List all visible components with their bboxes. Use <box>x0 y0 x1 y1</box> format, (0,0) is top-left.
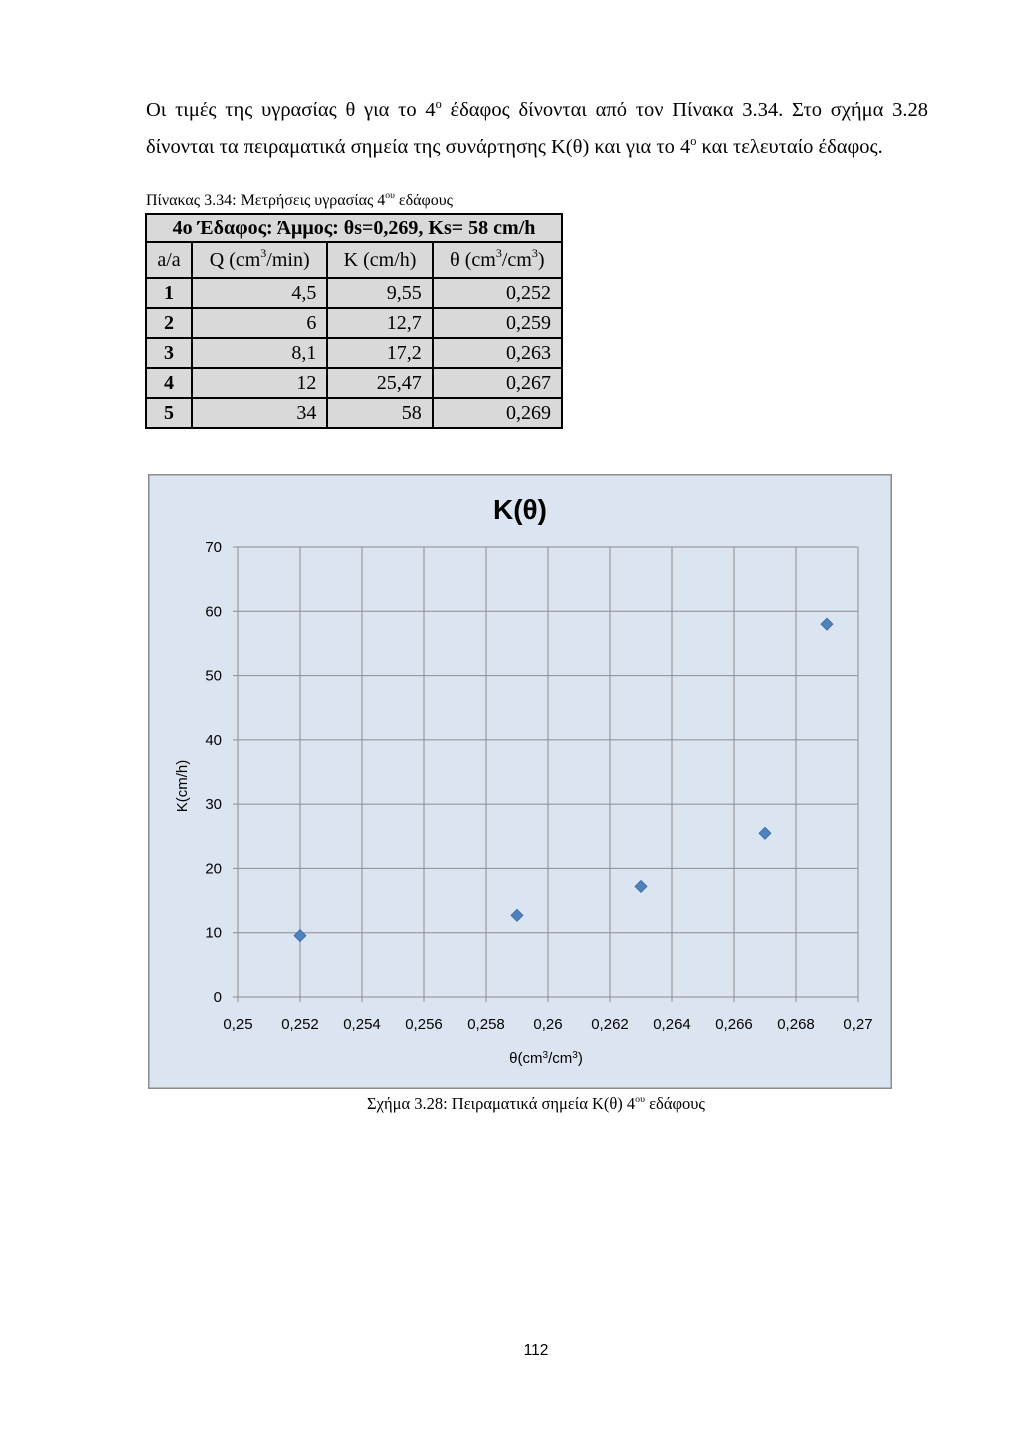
y-tick-label: 0 <box>213 989 222 1006</box>
y-tick-label: 50 <box>205 667 222 685</box>
cell-q: 8,1 <box>192 338 327 368</box>
y-tick-label: 10 <box>205 924 222 942</box>
header-q <box>192 242 327 278</box>
table-title-row <box>146 214 562 242</box>
x-tick-label: 0,266 <box>715 1016 753 1033</box>
y-tick-label: 40 <box>205 731 222 749</box>
figure-caption-text: Σχήμα 3.28: Πειραματικά σημεία Κ(θ) 4 <box>367 1094 636 1113</box>
x-tick-label: 0,25 <box>223 1016 253 1033</box>
x-axis-label-sup-1: 3 <box>542 1049 549 1061</box>
figure-caption-text-end: εδάφους <box>644 1094 705 1113</box>
header-theta-sup-2: 3 <box>531 246 538 261</box>
measurements-table <box>145 213 563 429</box>
y-tick-label: 60 <box>205 603 222 621</box>
intro-line-2-text: δίνονται τα πειραματικά σημεία της συνάρτησης Κ(θ) και για το 4 <box>146 136 691 158</box>
table-row <box>146 278 562 308</box>
k-theta-chart <box>148 474 892 1089</box>
table-title: 4ο Έδαφος: Άμμος: θs=0,269, Ks= 58 cm/h <box>146 214 562 242</box>
cell-q: 12 <box>192 368 327 398</box>
header-q-text-end: /min) <box>266 248 310 271</box>
cell-k: 17,2 <box>327 338 432 368</box>
x-tick-label: 0,252 <box>281 1016 319 1033</box>
intro-line-2-text-end: και τελευταίο έδαφος. <box>696 136 883 158</box>
cell-index: 5 <box>146 398 192 428</box>
intro-line-1 <box>146 92 928 129</box>
table-header-row <box>146 242 562 278</box>
header-theta-text-mid: /cm <box>501 248 532 271</box>
cell-k: 25,47 <box>327 368 432 398</box>
figure-caption <box>0 1093 1024 1115</box>
header-q-text: Q (cm <box>209 248 261 271</box>
cell-k: 12,7 <box>327 308 432 338</box>
header-q-sup: 3 <box>260 246 267 261</box>
x-tick-label: 0,27 <box>843 1016 873 1033</box>
x-tick-label: 0,256 <box>405 1016 443 1033</box>
table-row <box>146 308 562 338</box>
cell-index: 1 <box>146 278 192 308</box>
header-theta <box>433 242 562 278</box>
cell-theta: 0,259 <box>433 308 562 338</box>
table-caption <box>146 191 453 211</box>
intro-line-2-sup: ο <box>690 133 697 148</box>
table-caption-sup: ου <box>385 190 395 202</box>
page-number: 112 <box>523 1342 549 1359</box>
cell-index: 3 <box>146 338 192 368</box>
cell-k: 9,55 <box>327 278 432 308</box>
header-theta-text-end: ) <box>537 248 545 271</box>
header-aa: a/a <box>146 242 192 278</box>
table-row <box>146 398 562 428</box>
y-axis-label: K(cm/h) <box>174 759 191 813</box>
x-tick-label: 0,264 <box>653 1016 691 1033</box>
x-tick-label: 0,26 <box>533 1016 563 1033</box>
x-axis-label-text: θ(cm <box>509 1050 543 1067</box>
x-tick-label: 0,268 <box>777 1016 815 1033</box>
x-tick-label: 0,262 <box>591 1016 629 1033</box>
table-caption-text: Πίνακας 3.34: Μετρήσεις υγρασίας 4 <box>146 192 386 209</box>
x-axis-label-sup-2: 3 <box>572 1049 578 1061</box>
x-axis-label-text-mid: /cm <box>548 1050 573 1067</box>
cell-q: 34 <box>192 398 327 428</box>
cell-q: 6 <box>192 308 327 338</box>
cell-index: 4 <box>146 368 192 398</box>
table-caption-text-end: εδάφους <box>394 192 453 209</box>
cell-theta: 0,267 <box>433 368 562 398</box>
intro-line-2 <box>146 129 928 166</box>
intro-line-1-text-end: έδαφος δίνονται από τον Πίνακα 3.34. Στο σχήμα 3.28 <box>441 99 928 121</box>
y-tick-label: 30 <box>205 796 222 814</box>
intro-line-1-text: Οι τιμές της υγρασίας θ για το 4 <box>146 99 436 121</box>
y-tick-label: 70 <box>205 539 222 556</box>
y-tick-label: 20 <box>205 860 222 878</box>
chart-background <box>149 475 892 1089</box>
x-tick-label: 0,254 <box>343 1016 381 1033</box>
cell-index: 2 <box>146 308 192 338</box>
chart-title: Κ(θ) <box>492 494 548 525</box>
cell-theta: 0,252 <box>433 278 562 308</box>
cell-theta: 0,263 <box>433 338 562 368</box>
intro-paragraph <box>146 92 928 166</box>
table-row <box>146 368 562 398</box>
cell-q: 4,5 <box>192 278 327 308</box>
table-row <box>146 338 562 368</box>
header-theta-text: θ (cm <box>450 248 496 271</box>
header-theta-sup-1: 3 <box>495 246 502 261</box>
chart-svg <box>148 474 892 1089</box>
figure-caption-sup: ου <box>635 1094 645 1106</box>
intro-line-1-sup: ο <box>435 96 442 111</box>
x-axis-label-text-end: ) <box>577 1050 583 1067</box>
header-k: K (cm/h) <box>327 242 432 278</box>
x-tick-label: 0,258 <box>467 1016 505 1033</box>
cell-k: 58 <box>327 398 432 428</box>
cell-theta: 0,269 <box>433 398 562 428</box>
